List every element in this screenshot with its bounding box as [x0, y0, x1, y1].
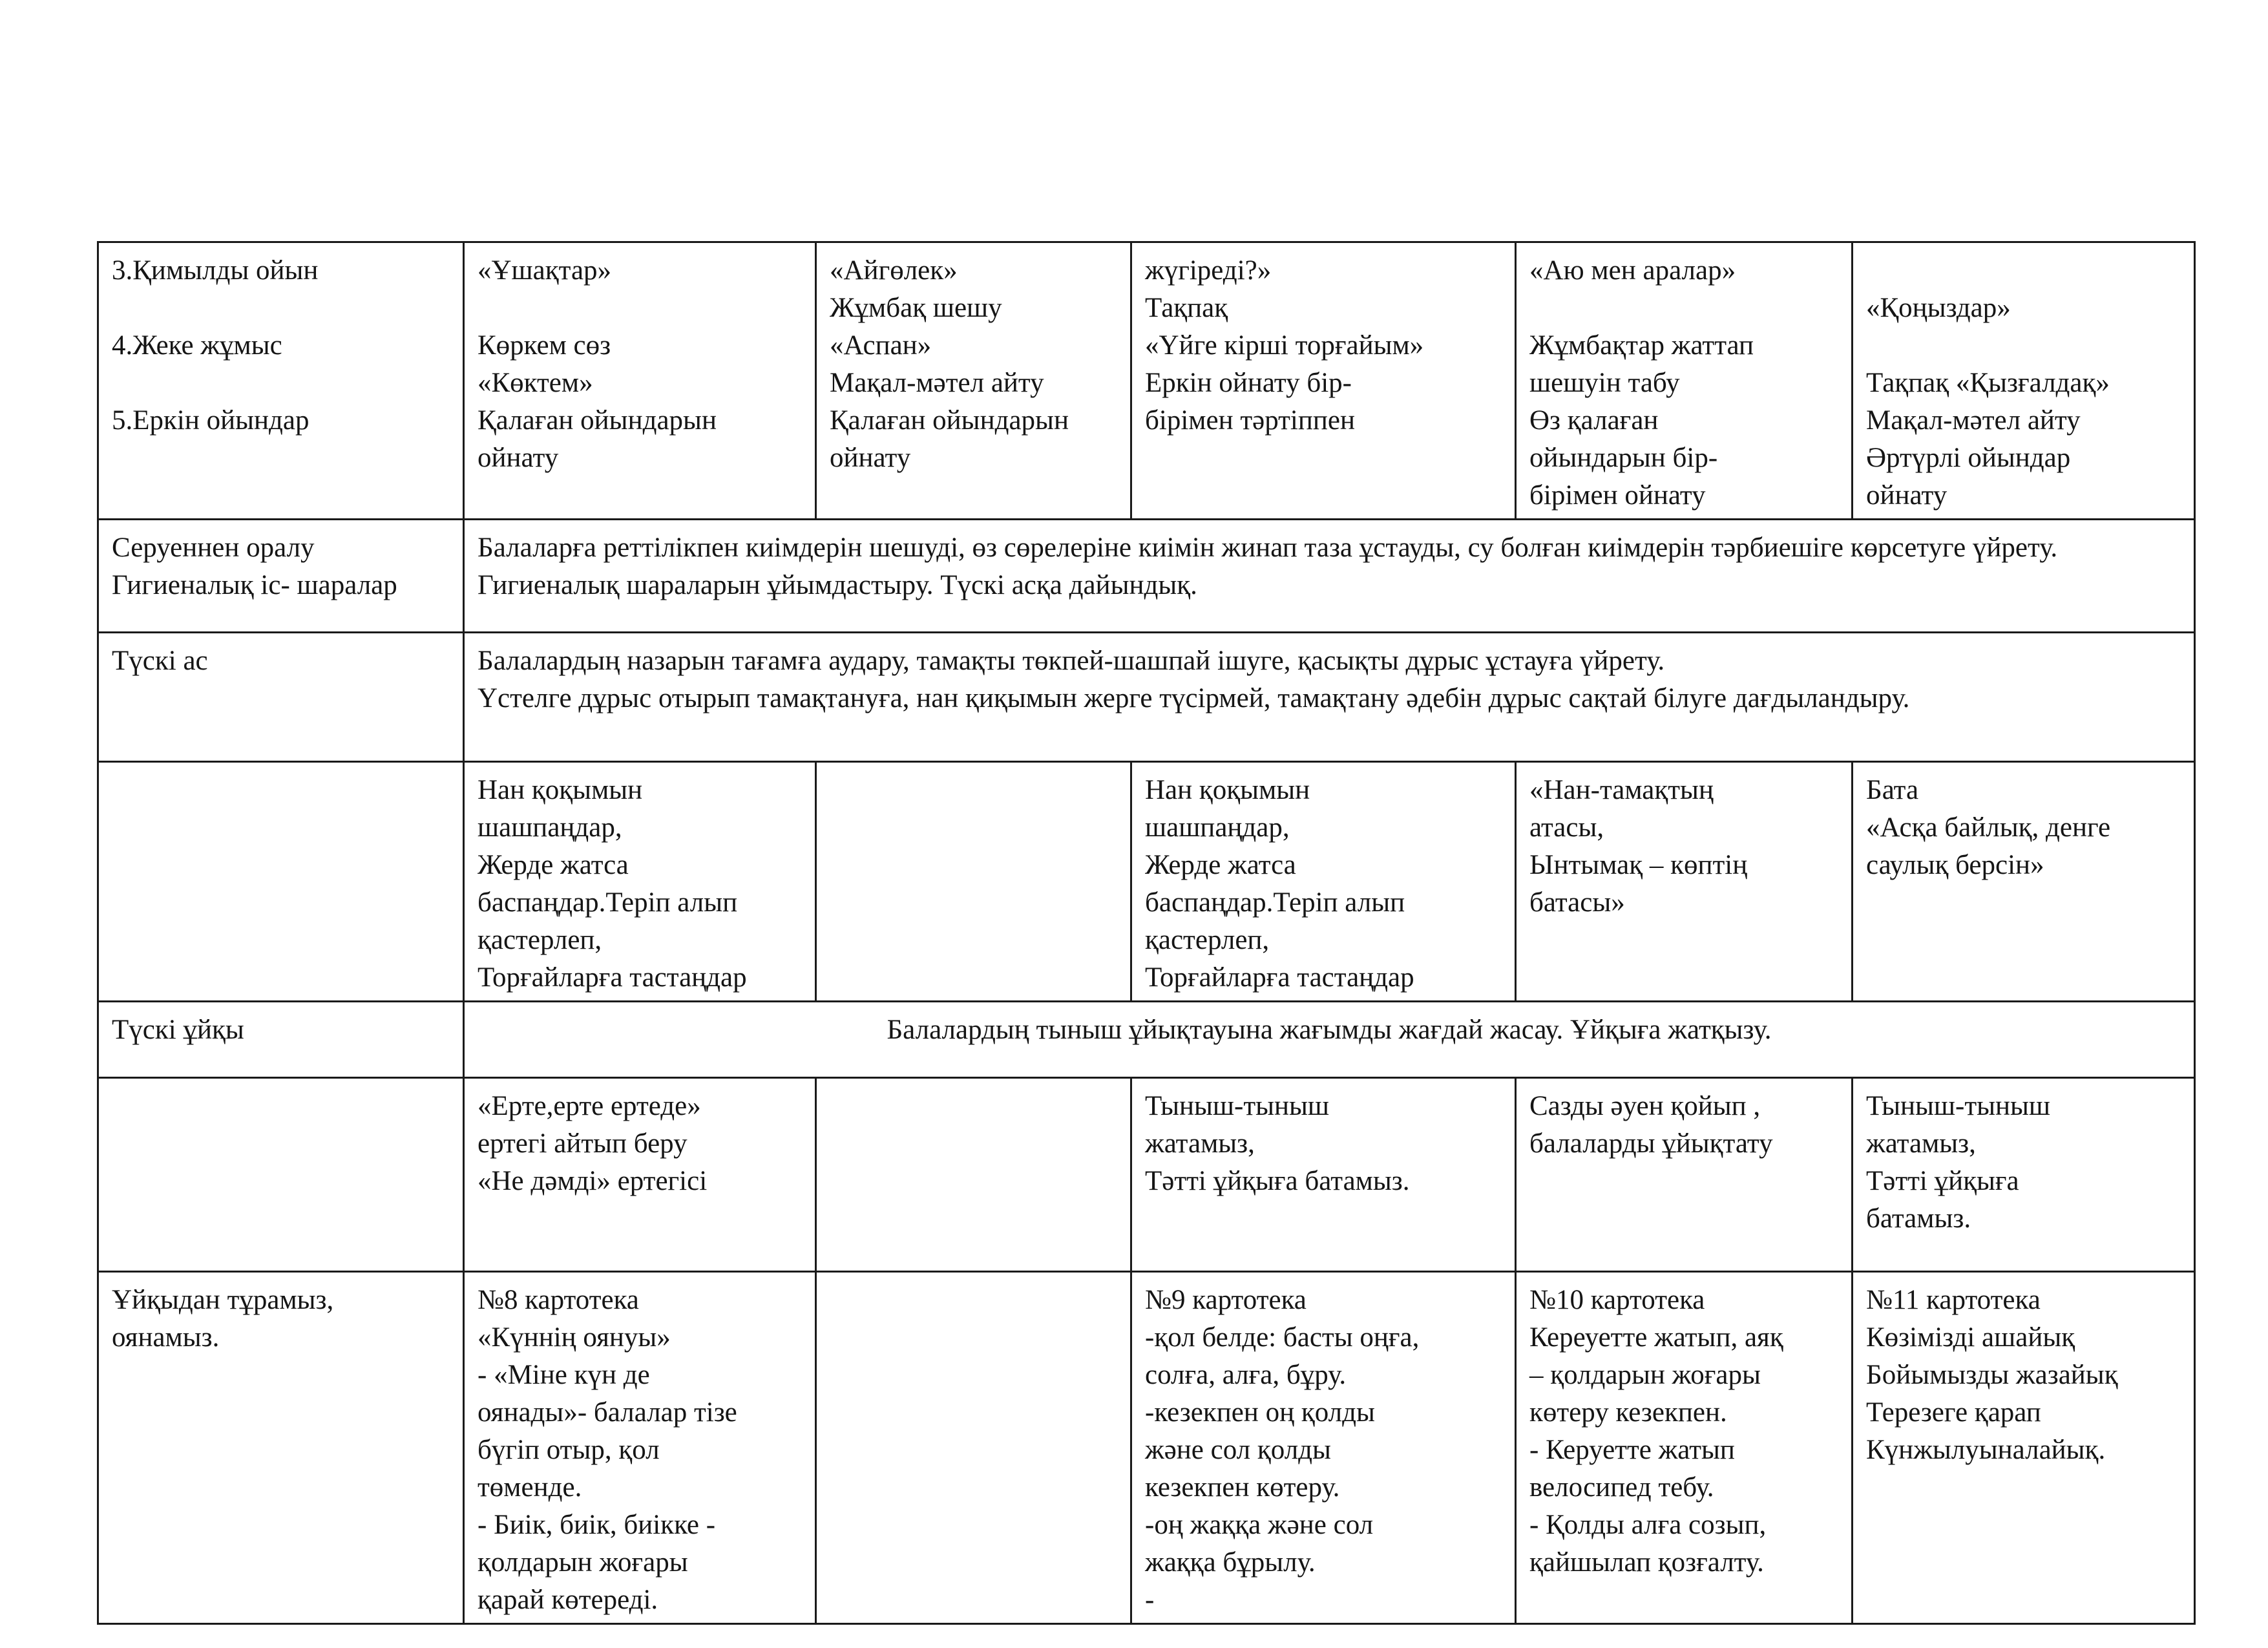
merged-cell: Балалардың тыныш ұйықтауына жағымды жағдай жасау. Ұйқыға жатқызу. [464, 1002, 2195, 1078]
table-cell: Сазды әуен қойып , балаларды ұйықтату [1516, 1078, 1853, 1272]
table-cell [816, 1078, 1131, 1272]
table-cell: №11 картотека Көзімізді ашайық Бойымызды жазайық Терезеге қарап Күнжылуыналайық. [1853, 1272, 2195, 1624]
row-label-cell: Ұйқыдан тұрамыз, оянамыз. [98, 1272, 464, 1624]
row-label-cell [98, 1078, 464, 1272]
table-row [98, 242, 2195, 520]
table-cell: Бата «Асқа байлық, денге саулық берсін» [1853, 762, 2195, 1002]
table-cell [816, 1272, 1131, 1624]
table-cell: Нан қоқымын шашпаңдар, Жерде жатса баспаңдар.Теріп алып қастерлеп, Торғайларға тастаңдар [464, 762, 816, 1002]
table-cell: Нан қоқымын шашпаңдар, Жерде жатса баспаңдар.Теріп алып қастерлеп, Торғайларға тастаңдар [1131, 762, 1516, 1002]
table-cell: «Айгөлек» Жұмбақ шешу «Аспан» Мақал-мәтел айту Қалаған ойындарын ойнату [816, 242, 1131, 520]
row-label-cell: Түскі ұйқы [98, 1002, 464, 1078]
table-row [98, 633, 2195, 762]
table-row [98, 762, 2195, 1002]
table-cell: Тыныш-тыныш жатамыз, Тәтті ұйқыға батамыз. [1853, 1078, 2195, 1272]
merged-cell: Балаларға реттілікпен киімдерін шешуді, өз сөрелеріне киімін жинап таза ұстауды, су болған киімдерін тәрбиешіге көрсетуге үйрету. Гигиеналық шараларын ұйымдастыру. Түскі асқа дайындық. [464, 520, 2195, 633]
table-cell: «Қоңыздар» Тақпақ «Қызғалдақ» Мақал-мәтел айту Әртүрлі ойындар ойнату [1853, 242, 2195, 520]
row-label-cell: Түскі ас [98, 633, 464, 762]
table-cell: №10 картотека Кереуетте жатып, аяқ – қолдарын жоғары көтеру кезекпен. - Керуетте жатып велосипед тебу. - Қолды алға созып, қайшылап қозғалту. [1516, 1272, 1853, 1624]
table-cell: №9 картотека -қол белде: басты оңға, солға, алға, бұру. -кезекпен оң қолды және сол қолды кезекпен көтеру. -оң жаққа және сол жаққа бұрылу. - [1131, 1272, 1516, 1624]
table-cell: «Ерте,ерте ертеде» ертегі айтып беру «Не дәмді» ертегісі [464, 1078, 816, 1272]
row-label-cell: Серуеннен оралу Гигиеналық іс- шаралар [98, 520, 464, 633]
row-label-cell [98, 762, 464, 1002]
table-cell: №8 картотека «Күннің оянуы» - «Міне күн де оянады»- балалар тізе бүгіп отыр, қол төменде. - Биік, биік, биікке - қолдарын жоғары қарай көтереді. [464, 1272, 816, 1624]
table-cell: жүгіреді?» Тақпақ «Үйге кірші торғайым» Еркін ойнату бір- бірімен тәртіппен [1131, 242, 1516, 520]
daily-plan-table [97, 241, 2196, 1625]
table-cell: Тыныш-тыныш жатамыз, Тәтті ұйқыға батамыз. [1131, 1078, 1516, 1272]
table-row [98, 1002, 2195, 1078]
table-row [98, 520, 2195, 633]
table-cell: «Ұшақтар» Көркем сөз «Көктем» Қалаған ойындарын ойнату [464, 242, 816, 520]
table-cell [816, 762, 1131, 1002]
table-row [98, 1272, 2195, 1624]
row-label-cell: 3.Қимылды ойын 4.Жеке жұмыс 5.Еркін ойындар [98, 242, 464, 520]
table-cell: «Нан-тамақтың атасы, Ынтымақ – көптің батасы» [1516, 762, 1853, 1002]
merged-cell: Балалардың назарын тағамға аудару, тамақты төкпей-шашпай ішуге, қасықты дұрыс ұстауға үйрету. Үстелге дұрыс отырып тамақтануға, нан қиқымын жерге түсірмей, тамақтану әдебін дұрыс сақтай білуге дағдыландыру. [464, 633, 2195, 762]
table-cell: «Аю мен аралар» Жұмбақтар жаттап шешуін табу Өз қалаған ойындарын бір- бірімен ойнату [1516, 242, 1853, 520]
table-row [98, 1078, 2195, 1272]
